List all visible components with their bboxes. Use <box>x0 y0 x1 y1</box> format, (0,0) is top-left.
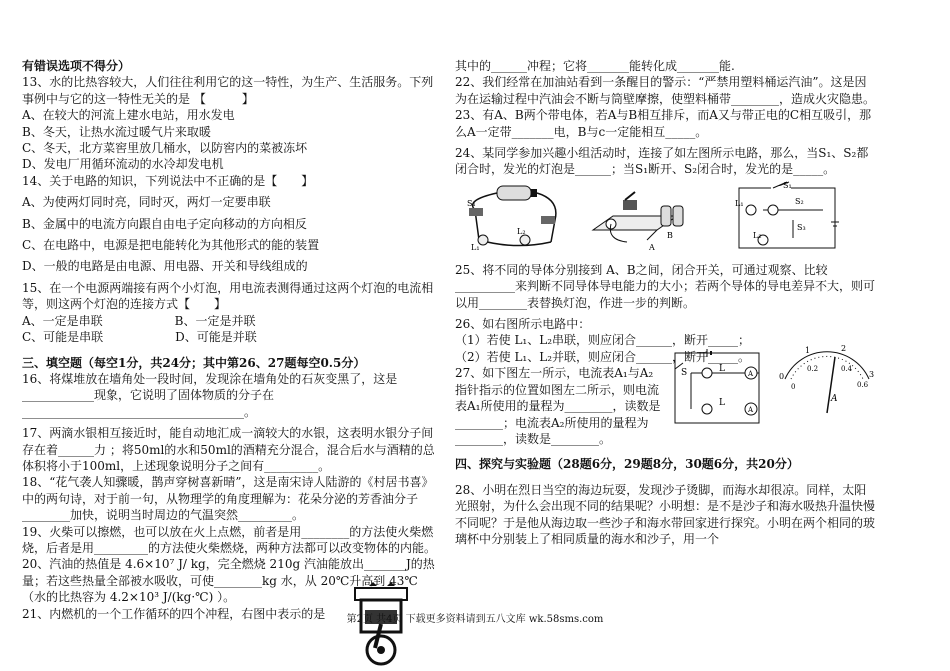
svg-text:S₁: S₁ <box>467 198 476 208</box>
left-column <box>22 58 438 622</box>
svg-text:0.4: 0.4 <box>841 365 853 374</box>
svg-text:A: A <box>748 370 754 379</box>
svg-text:L₂: L₂ <box>517 226 526 236</box>
svg-text:0.2: 0.2 <box>807 365 819 374</box>
svg-text:0.6: 0.6 <box>857 381 869 390</box>
svg-text:S₁: S₁ <box>783 180 792 190</box>
question-20: 20、汽油的热值是 4.6×10⁷ J/ kg，完全燃烧 210g 汽油能放出_______J的热量；若这些热量全部被水吸收，可使________kg 水，从 20℃升高到 43℃（水的比热容为 4.2×10³ J/(kg·℃) ）。 <box>22 557 435 605</box>
svg-text:S₂: S₂ <box>795 196 804 206</box>
svg-text:L₂: L₂ <box>753 230 762 240</box>
question-16: 16、将煤堆放在墙角处一段时间，发现涂在墙角处的石灰变黑了，这是____________现象，它说明了固体物质的分子在_____________________________________。 <box>22 371 398 419</box>
question-21: 21、内燃机的一个工作循环的四个冲程，右图中表示的是 <box>22 606 326 621</box>
question-25: 25、将不同的导体分别接到 A、B之间，闭合开关，可通过观察、比较__________来判断不同导体导电能力的大小；若两个导体的导电差异不大，则可以用________表替换灯泡，作进一步的判断。 <box>455 262 876 310</box>
question-23: 23、有A、B两个带电体，若A与B相互排斥，而A又与带正电的C相互吸引，那么A一定带_______电，B与c一定能相互_____。 <box>455 108 872 139</box>
svg-text:2: 2 <box>841 344 847 354</box>
svg-text:0: 0 <box>779 372 785 382</box>
question-21-continued: 其中的______冲程；它将_______能转化成_______能. <box>455 59 735 73</box>
question-28: 28、小明在烈日当空的海边玩耍，发现沙子烫脚，而海水却很凉。同样，太阳光照射，为什么会出现不同的结果呢？小明想：是不是沙子和海水吸热升温快慢不同呢？于是他从海边取一些沙子和海水带回家进行探究。小明在两个相同的玻璃杯中分别装上了相同质量的海水和沙子，用一个 <box>455 482 876 546</box>
svg-text:3: 3 <box>869 370 875 380</box>
svg-text:L₁: L₁ <box>735 198 744 208</box>
question-14: 14、关于电路的知识，下列说法中不正确的是【 】 A、为使两灯同时亮，同时灭，两灯一定要串联 B、金属中的电流方向跟自由电子定向移动的方向相反 C、在电路中，电源是把电能转化为其他形式的能的装置 D、一般的电路是由电源、用电器、开关和导线组成的 <box>22 173 320 274</box>
question-13: 13、水的比热容较大，人们往往利用它的这一特性，为生产、生活服务。下列事例中与它的这一特性无关的是 【 】 A、在较大的河流上建水电站，用水发电 B、冬天，让热水流过暖气片来取暖 C、冬天，北方菜窖里放几桶水，以防窖内的菜被冻坏 D、发电厂用循环流动的水冷却发电机 <box>22 75 434 172</box>
circuit-photo-figure <box>455 180 565 256</box>
svg-text:A: A <box>748 406 754 415</box>
question-18: 18、“花气袭人知骤暖，鹊声穿树喜新晴”，这是南宋诗人陆游的《村居书喜》中的两句诗，对于前一句，从物理学的角度理解为：花朵分泌的芳香油分子________加快，说明当时周边的气温突然_________。 <box>22 475 434 523</box>
question-22: 22、我们经常在加油站看到一条醒目的警示：“严禁用塑料桶运汽油”。这是因为在运输过程中汽油会不断与筒壁摩擦，使塑料桶带________，造成火灾隐患。 <box>455 75 876 106</box>
question-27: 27、如下图左一所示，电流表A₁与A₂指针指示的位置如图左二所示，则电流表A₁所使用的量程为________，读数是________；电流表A₂所使用的量程为________，读数是________。 S L A L A 0 1 2 3 0 0.2 0.4 0.6 A <box>455 365 875 447</box>
engine-cylinder-figure <box>343 582 423 670</box>
question-19: 19、火柴可以擦燃，也可以放在火上点燃，前者是用________的方法使火柴燃烧，后者是用_________的方法使火柴燃烧，两种方法都可以改变物体的内能。 <box>22 524 437 555</box>
q24-q25-figures <box>455 180 875 258</box>
question-15: 15、在一个电源两端接有两个小灯泡，用电流表测得通过这两个灯泡的电流相等，则这两个灯泡的连接方式【 】 A、一定是串联 B、一定是并联 C、可能是串联 D、可能是并联 <box>22 280 434 345</box>
svg-text:S: S <box>681 368 688 379</box>
svg-text:0: 0 <box>791 383 796 392</box>
svg-text:S₃: S₃ <box>797 222 806 232</box>
svg-text:L: L <box>719 398 725 409</box>
ammeter-dial-figure <box>777 339 877 419</box>
section4-heading: 四、探究与实验题（28题6分，29题8分，30题6分，共20分） <box>455 457 799 472</box>
question-17: 17、两滴水银相互接近时，能自动地汇成一滴较大的水银，这表明水银分子间存在着______力 ；将50ml的水和50ml的酒精充分混合，混合后水与酒精的总体积将小于100ml，上述现象说明分子之间有_________。 <box>22 426 435 473</box>
q26-schematic-figure <box>723 180 843 256</box>
svg-text:B: B <box>667 230 673 240</box>
page-footer: 第2页 共4页 下载更多资料请到五八文库 wk.58sms.com <box>346 614 604 625</box>
conductor-test-figure <box>587 180 687 256</box>
right-column <box>455 58 875 547</box>
question-24: 24、某同学参加兴趣小组活动时，连接了如左图所示电路，那么，当S₁、S₂都闭合时，发光的灯泡是______；当S₁断开、S₂闭合时，发光的是_____。 <box>455 146 869 177</box>
svg-text:A: A <box>831 394 838 405</box>
svg-text:L₁: L₁ <box>471 242 480 252</box>
svg-text:L: L <box>719 364 725 375</box>
section2-tail: 有错误选项不得分） <box>22 59 131 73</box>
ammeter-circuit-figure <box>667 347 767 427</box>
svg-text:1: 1 <box>805 346 811 356</box>
question-26: 26、如右图所示电路中： （1）若使 L₁、L₂串联，则应闭合______，断开_____； （2）若使 L₁、L₂并联，则应闭合______，断开_____。 <box>455 317 751 364</box>
section3-heading: 三、填空题（每空1分，共24分；其中第26、27题每空0.5分） <box>22 355 366 370</box>
svg-text:A: A <box>649 242 655 252</box>
